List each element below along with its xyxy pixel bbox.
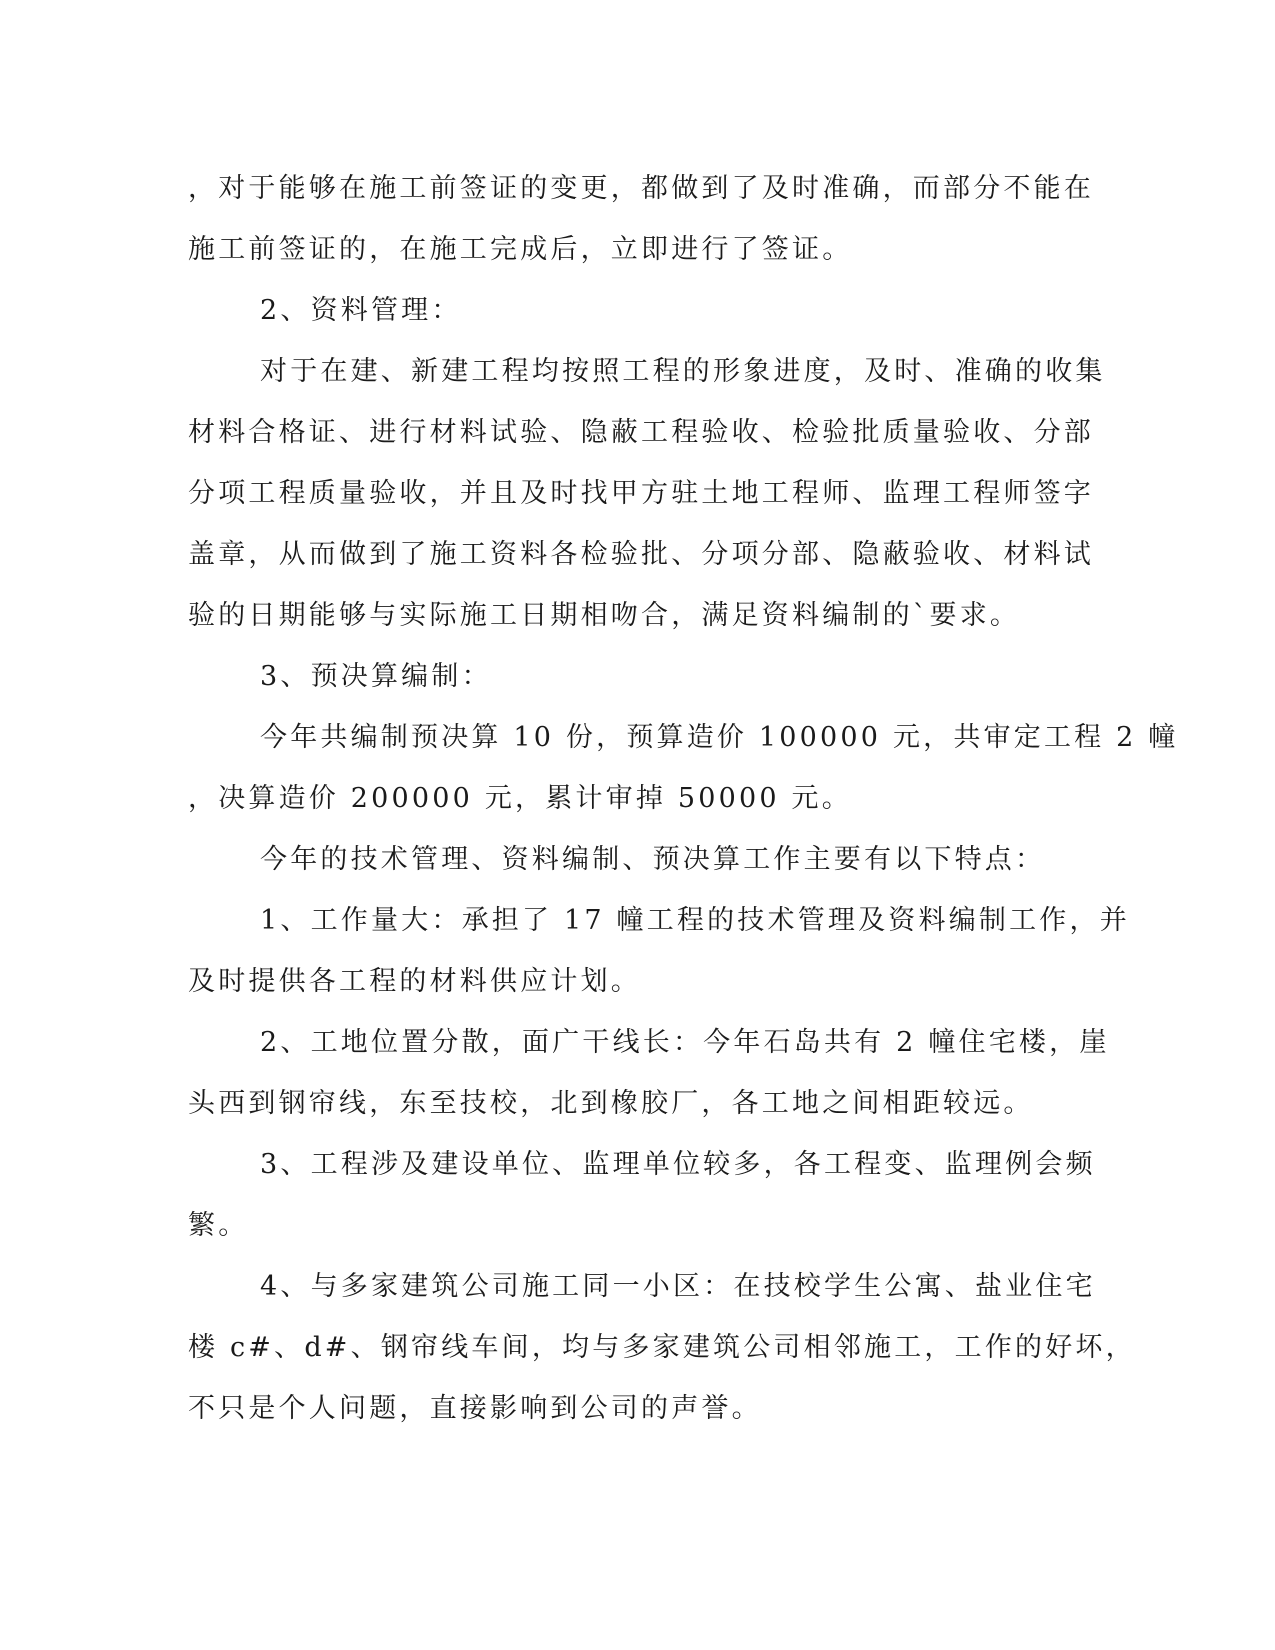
text-line: 今年的技术管理、资料编制、预决算工作主要有以下特点： xyxy=(260,844,1046,875)
text-line: 盖章，从而做到了施工资料各检验批、分项分部、隐蔽验收、材料试 xyxy=(188,539,1094,570)
list-item: 2、工地位置分散，面广干线长：今年石岛共有 2 幢住宅楼，崖 xyxy=(260,1027,1110,1058)
list-item: 3、工程涉及建设单位、监理单位较多，各工程变、监理例会频 xyxy=(260,1149,1096,1180)
text-line: 头西到钢帘线，东至技校，北到橡胶厂，各工地之间相距较远。 xyxy=(188,1088,1034,1119)
section-heading: 2、资料管理： xyxy=(260,295,462,326)
text-line: 施工前签证的，在施工完成后，立即进行了签证。 xyxy=(188,234,853,265)
text-line: 材料合格证、进行材料试验、隐蔽工程验收、检验批质量验收、分部 xyxy=(188,417,1094,448)
text-line: 验的日期能够与实际施工日期相吻合，满足资料编制的`要求。 xyxy=(188,600,1021,631)
text-line: 今年共编制预决算 10 份，预算造价 100000 元，共审定工程 2 幢 xyxy=(260,722,1179,753)
text-line: ，决算造价 200000 元，累计审掉 50000 元。 xyxy=(188,783,852,814)
list-item: 1、工作量大：承担了 17 幢工程的技术管理及资料编制工作，并 xyxy=(260,905,1130,936)
document-body xyxy=(188,158,1179,1439)
text-line: 楼 c#、d#、钢帘线车间，均与多家建筑公司相邻施工，工作的好坏， xyxy=(188,1332,1136,1363)
text-line: ，对于能够在施工前签证的变更，都做到了及时准确，而部分不能在 xyxy=(188,173,1094,204)
text-line: 不只是个人问题，直接影响到公司的声誉。 xyxy=(188,1393,762,1424)
text-line: 及时提供各工程的材料供应计划。 xyxy=(188,966,641,997)
text-line: 对于在建、新建工程均按照工程的形象进度，及时、准确的收集 xyxy=(260,356,1106,387)
text-line: 分项工程质量验收，并且及时找甲方驻土地工程师、监理工程师签字 xyxy=(188,478,1094,509)
text-line: 繁。 xyxy=(188,1210,249,1241)
section-heading: 3、预决算编制： xyxy=(260,661,492,692)
list-item: 4、与多家建筑公司施工同一小区：在技校学生公寓、盐业住宅 xyxy=(260,1271,1096,1302)
